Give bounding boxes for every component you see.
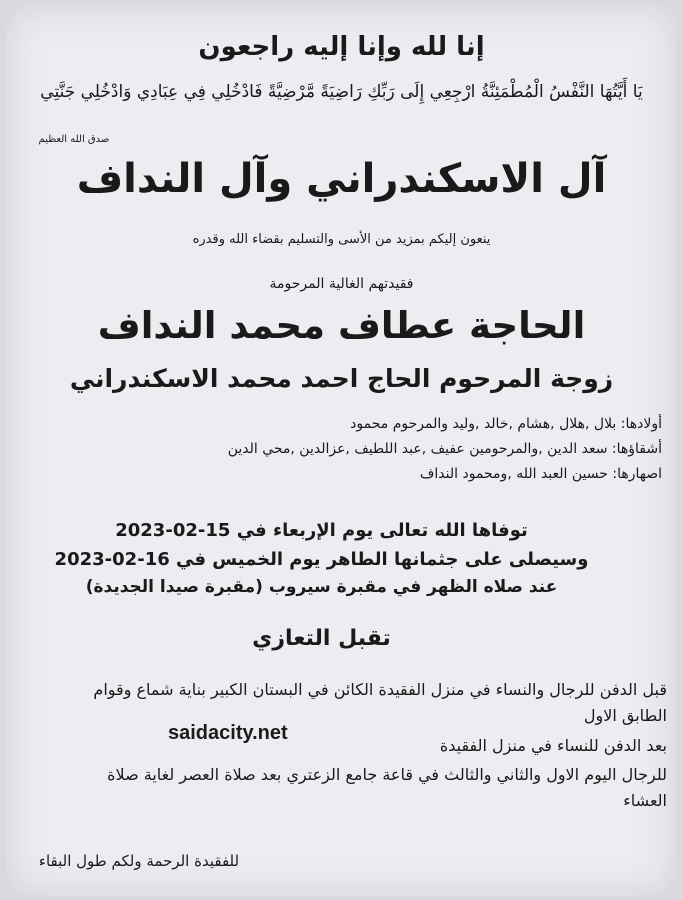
men-days-line: للرجال اليوم الاول والثاني والثالث في قاعة جامع الزعتري بعد صلاة العصر لغاية صلاة <box>107 765 667 784</box>
deceased-intro: فقيدتهم الغالية المرحومة <box>269 276 414 292</box>
basmala-heading: إنا لله وإنا إليه راجعون <box>198 32 485 62</box>
website-watermark: saidacity.net <box>168 722 288 744</box>
mourning-line: ينعون إليكم بمزيد من الأسى والتسليم بقضاء الله وقدره <box>192 232 491 247</box>
spouse-line: زوجة المرحوم الحاج احمد محمد الاسكندراني <box>69 364 614 393</box>
in-laws-line: اصهارها: حسين العبد الله ,ومحمود النداف <box>419 466 662 482</box>
prayer-date-line: وسيصلى على جثمانها الطاهر يوم الخميس في 16-02-2023 <box>54 549 589 570</box>
death-date-line: توفاها الله تعالى يوم الإربعاء في 15-02-2023 <box>115 520 528 541</box>
quran-verse: يَا أَيَّتُهَا النَّفْسُ الْمُطْمَئِنَّةُ ارْجِعِي إِلَى رَبِّكِ رَاضِيَةً مَّرْضِيَّةً فَادْخُلِي فِي عِبَادِي وَادْخُلِي جَنَّتِي <box>40 82 643 102</box>
before-burial-floor: الطابق الاول <box>583 706 667 725</box>
deceased-name: الحاجة عطاف محمد النداف <box>97 304 586 347</box>
families-heading: آل الاسكندراني وآل النداف <box>76 156 607 202</box>
after-burial-line: بعد الدفن للنساء في منزل الفقيدة <box>439 736 667 755</box>
closing-line: للفقيدة الرحمة ولكم طول البقاء <box>38 852 240 870</box>
siblings-line: أشقاؤها: سعد الدين ,والمرحومين عفيف ,عبد اللطيف ,عزالدين ,محي الدين <box>227 441 662 457</box>
before-burial-line: قبل الدفن للرجال والنساء في منزل الفقيدة الكائن في البستان الكبير بناية شماع وقوام <box>93 680 667 699</box>
sadaq-label: صدق الله العظيم <box>38 134 110 145</box>
burial-line: عند صلاه الظهر في مقبرة سيروب (مقبرة صيدا الجديدة) <box>85 577 558 597</box>
children-line: أولادها: بلال ,هلال ,هشام ,خالد ,وليد والمرحوم محمود <box>350 416 662 432</box>
obituary-paper <box>6 4 677 896</box>
men-days-end: العشاء <box>623 791 667 810</box>
condolence-title: تقبل التعازي <box>252 626 391 651</box>
